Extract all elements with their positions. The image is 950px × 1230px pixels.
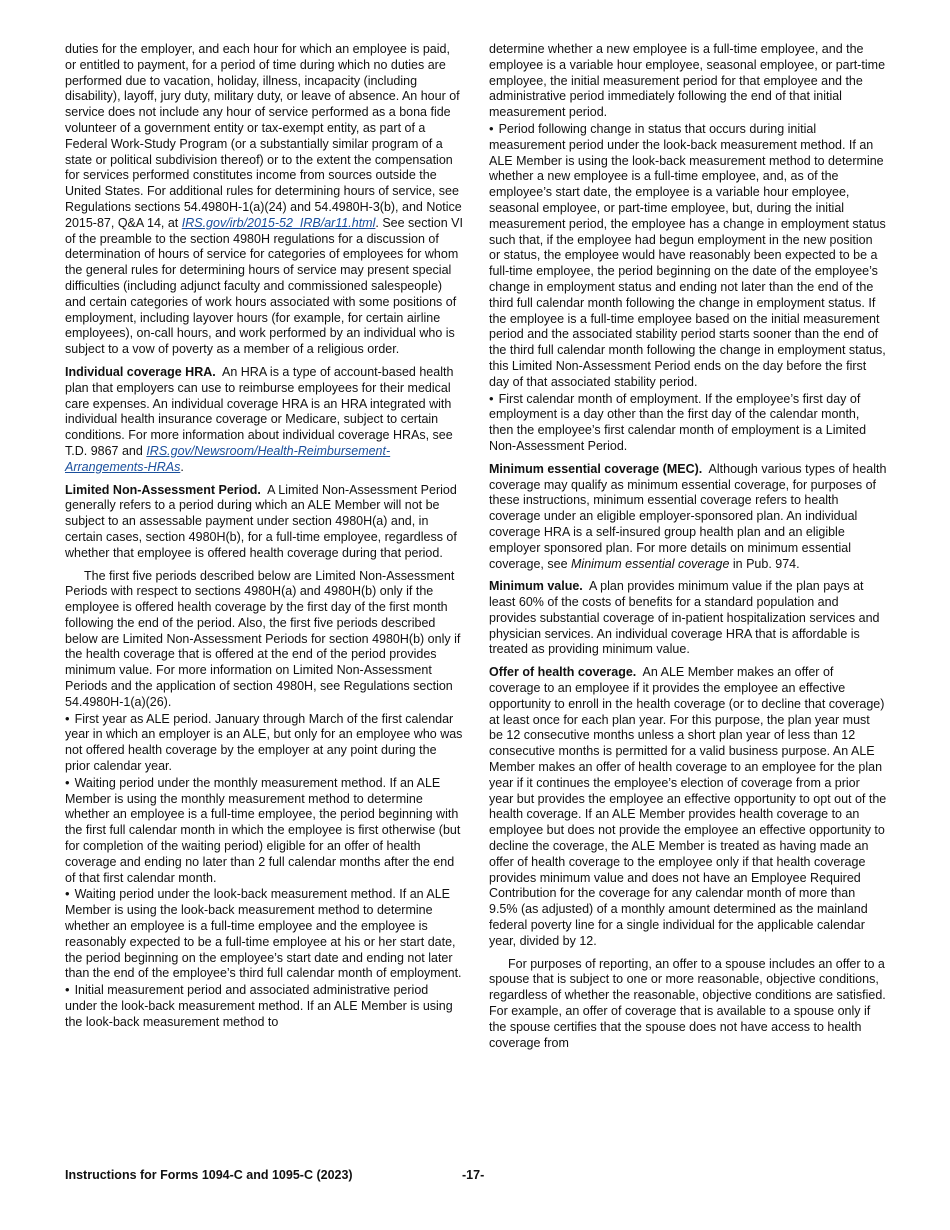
list-item: • Waiting period under the monthly measurement method. If an ALE Member is using the monthly measurement method to determine whether an employee is a full-time employee, the period beginning with the first full calendar month in which the employee is first otherwise (but for completion of the waiting period) eligible for an offer of health coverage and ending no later than 2 full calendar months after the end of that first calendar month. [65, 775, 463, 887]
offer-of-coverage-paragraph: Offer of health coverage. An ALE Member makes an offer of coverage to an employee if it provides the employee an effective opportunity to enroll in the health coverage (or to decline that coverage) at least once for each plan year. For this purpose, the plan year must be 12 consecutive months unless a short plan year of less than 12 consecutive months is permitted for a valid business purpose. An ALE Member makes an offer of health coverage to an employee for the plan year if it continues the employee’s election of coverage from a prior year but provides the employee an effective opportunity to opt out of the health coverage. If an ALE Member provides health coverage to an employee but does not provide the employee an effective opportunity to decline the coverage, the ALE Member is treated as having made an offer of health coverage to the employee only if that health coverage provides minimum value and does not have an Employee Required Contribution for the coverage for any calendar month of more than 9.5% (as adjusted) of a monthly amount determined as the mainland federal poverty line for a single individual for the applicable calendar year, divided by 12. [489, 665, 887, 948]
page-footer [65, 1168, 885, 1182]
mec-term: Minimum essential coverage (MEC). [489, 461, 703, 476]
hra-link[interactable]: IRS.gov/Newsroom/Health-Reimbursement-Arrangements-HRAs [65, 443, 391, 474]
right-column [489, 42, 887, 1051]
continued-paragraph: determine whether a new employee is a full-time employee, and the employee is a variable hour employee, seasonal employee, or part-time employee, the initial measurement period for that employee and the administrative period immediately following the end of that initial measurement period. [489, 42, 886, 120]
footer-title: Instructions for Forms 1094-C and 1095-C (2023) [65, 1168, 353, 1182]
irb-notice-link[interactable]: IRS.gov/irb/2015-52_IRB/ar11.html [181, 215, 376, 230]
lnap-bullet-list [65, 711, 463, 1031]
minimum-value-paragraph: Minimum value. A plan provides minimum value if the plan pays at least 60% of the costs of benefits for a standard population and provides substantial coverage of in-patient hospitalization services and physician services. An individual coverage HRA that is affordable is treated as providing minimum value. [489, 579, 880, 657]
left-column [65, 42, 463, 1031]
hours-of-service-paragraph: duties for the employer, and each hour for which an employee is paid, or entitled to payment, for a period of time during which no duties are performed due to vacation, holiday, illness, incapacity (including disability), layoff, jury duty, military duty, or leave of absence. An hour of service does not include any hour of service performed as a bona fide volunteer of a government entity or tax-exempt entity, as part of a Federal Work-Study Program (or a substantially similar program of a state or political subdivision thereof) or to the extent the compensation for services performed constitutes income from sources outside the United States. For additional rules for determining hours of service, see Regulations sections 54.4980H-1(a)(24) and 54.4980H-3(b), and Notice 2015-87, Q&A 14, at IRS.gov/irb/2015-52_IRB/ar11.html. See section VI of the preamble to the section 4980H regulations for a discussion of determination of hours of service for categories of employees for whom the general rules for determining hours of service may present special difficulties (including adjunct faculty and commissioned salespeople) and certain categories of work hours associated with some positions of employment, including layover hours (for example, for certain airline employees), on-call hours, and work performed by an individual who is subject to a vow of poverty as a member of a religious order. [65, 42, 463, 357]
list-item: • Waiting period under the look-back measurement method. If an ALE Member is using the look-back measurement method to determine whether an employee is a full-time employee and the employee is reasonably expected to be a full-time employee at his or her start date, the period beginning on the employee’s start date and ending not later than the end of the employee’s third full calendar month of employment. [65, 886, 463, 982]
individual-coverage-hra-paragraph: Individual coverage HRA. An HRA is a type of account-based health plan that employers can use to reimburse employees for their medical care expenses. An individual coverage HRA is an HRA integrated with individual health insurance coverage or Medicare, subject to certain conditions. For more information about individual coverage HRAs, see T.D. 9867 and IRS.gov/Newsroom/Health-Reimbursement-Arrangements-HRAs. [65, 364, 454, 474]
lnap-term: Limited Non-Assessment Period. [65, 482, 261, 497]
spouse-offer-paragraph: For purposes of reporting, an offer to a spouse includes an offer to a spouse that is subject to one or more reasonable, objective conditions, regardless of whether the reasonable, objective conditions are satisfied. For example, an offer of coverage that is available to a spouse only if the spouse certifies that the spouse does not have access to health coverage from [489, 956, 886, 1050]
offer-term: Offer of health coverage. [489, 665, 637, 680]
mv-term: Minimum value. [489, 579, 583, 594]
page-number: -17- [462, 1168, 485, 1182]
list-item: • Initial measurement period and associated administrative period under the look-back measurement method. If an ALE Member is using the look-back measurement method to [65, 982, 463, 1030]
list-item: • Period following change in status that occurs during initial measurement period under the look-back measurement method. If an ALE Member is using the look-back measurement method to determine whether a new employee is a full-time employee, and, as of the employee’s start date, the employee is a variable hour employee, seasonal employee, or part-time employee, but, during the initial measurement period, the employee has a change in employment status such that, if the employee had begun employment in the new position or status, the employee would have reasonably been expected to be a full-time employee, the period beginning on the date of the employee’s change in employment status and ending not later than the end of the third full calendar month following the change in employment status. If the employee is a full-time employee based on the initial measurement period and the associated stability period starts sooner than the end of the third full calendar month following the change in employment status, this Limited Non-Assessment Period ends on the day before the first day of that associated stability period. [489, 121, 887, 391]
hra-term: Individual coverage HRA. [65, 364, 216, 379]
list-item: • First calendar month of employment. If the employee’s first day of employment is a day other than the first day of the calendar month, then the employee’s first calendar month of employment is a Limited Non-Assessment Period. [489, 391, 887, 455]
mec-paragraph: Minimum essential coverage (MEC). Although various types of health coverage may qualify as minimum essential coverage, for purposes of these instructions, minimum essential coverage refers to health coverage under an eligible employer-sponsored plan. An individual coverage HRA is a self-insured group health plan and an eligible employer sponsored plan. For more details on minimum essential coverage, see Minimum essential coverage in Pub. 974. [489, 461, 887, 571]
list-item: • First year as ALE period. January through March of the first calendar year in which an employer is an ALE, but only for an employee who was not offered health coverage by the employer at any point during the prior calendar year. [65, 711, 463, 775]
five-periods-paragraph: The first five periods described below are Limited Non-Assessment Periods with respect to sections 4980H(a) and 4980H(b) only if the employee is offered health coverage by the first day of the first month following the end of the period. Also, the first five periods described below are Limited Non-Assessment Periods for section 4980H(b) only if the health coverage that is offered at the end of the period provides minimum value. For more information on Limited Non-Assessment Periods and the application of section 4980H, see Regulations section 54.4980H-1(a)(26). [65, 568, 461, 709]
lnap-paragraph: Limited Non-Assessment Period. A Limited Non-Assessment Period generally refers to a period during which an ALE Member will not be subject to an assessable payment under section 4980H(a) and, in certain cases, section 4980H(b), for a full-time employee, regardless of whether that employee is offered health coverage during that period. [65, 482, 457, 560]
status-bullet-list [489, 121, 887, 455]
